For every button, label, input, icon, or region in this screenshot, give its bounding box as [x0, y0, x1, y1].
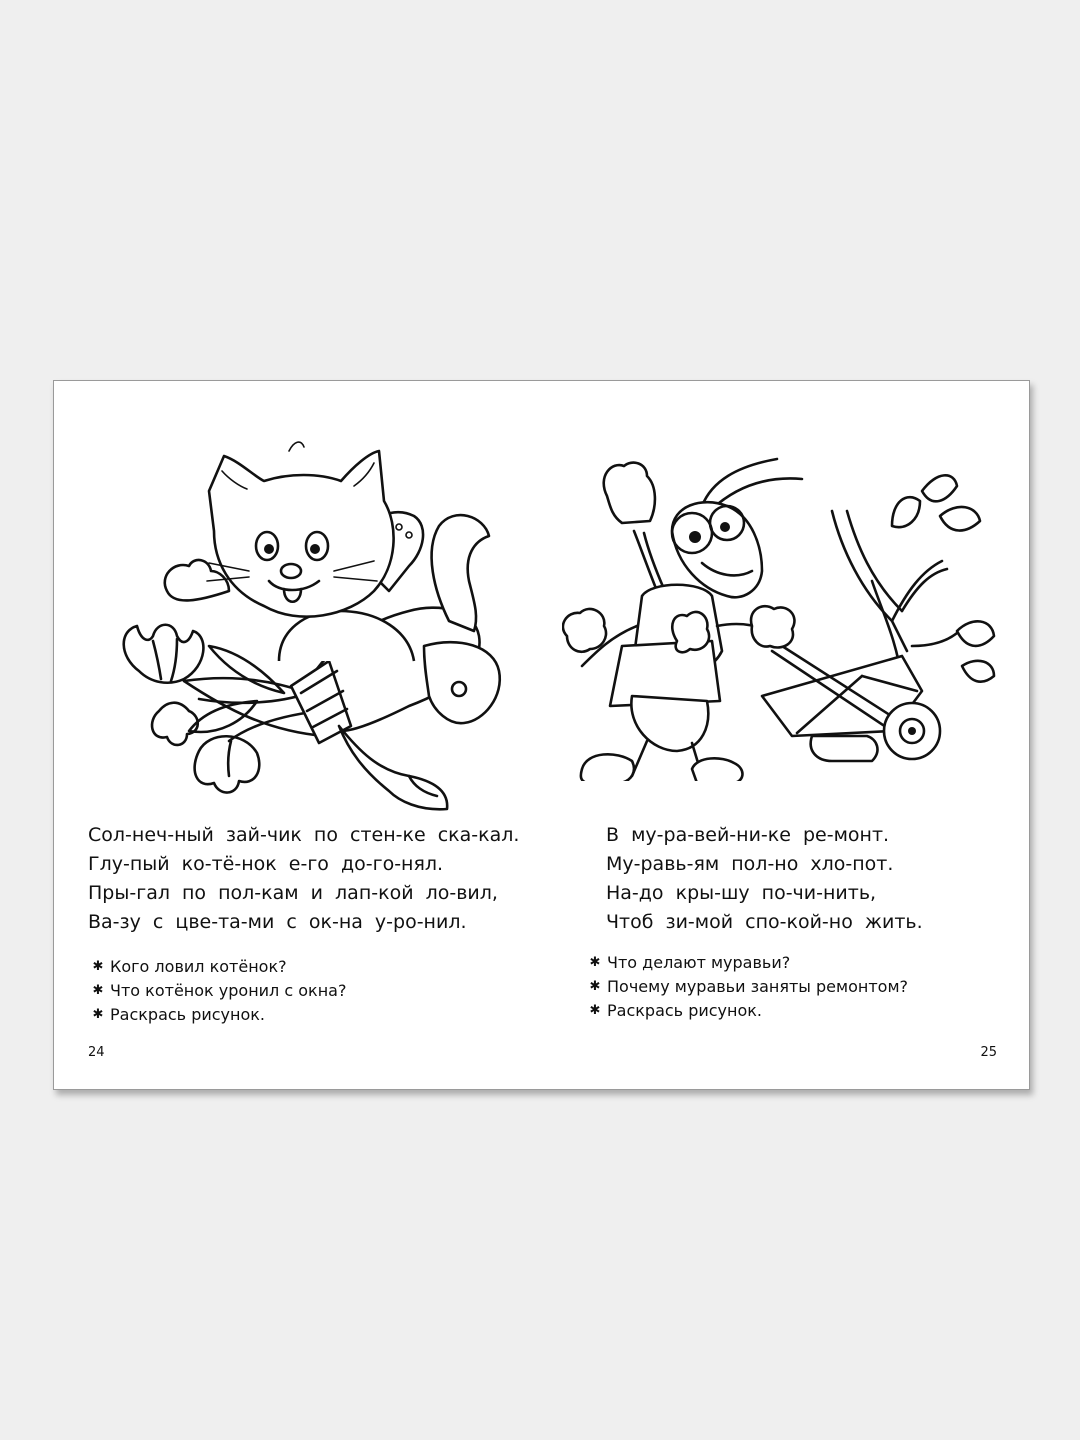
page-number-right: 25: [980, 1045, 997, 1060]
questions-left: [90, 955, 346, 1027]
branch-with-leaves: [832, 475, 994, 681]
flower-tulip: [124, 625, 204, 683]
poem-right: [606, 821, 923, 937]
question-item: [587, 951, 908, 975]
poem-line: Пры-гал по пол-кам и лап-кой ло-вил,: [88, 882, 498, 904]
cat-leg-bottom: [339, 726, 447, 809]
question-text: Раскрась рисунок.: [110, 1005, 266, 1024]
poem-line: В му-ра-вей-ни-ке ре-монт.: [606, 824, 890, 846]
wheelbarrow: [762, 646, 940, 761]
question-text: Кого ловил котёнок?: [110, 957, 287, 976]
poem-left: [88, 821, 519, 937]
left-page: [54, 381, 542, 1089]
poem-line: Му-равь-ям пол-но хло-пот.: [606, 853, 894, 875]
book-spread: [53, 380, 1030, 1090]
question-text: Что котёнок уронил с окна?: [110, 981, 347, 1000]
right-page: [542, 381, 1029, 1089]
flower-bell: [195, 736, 260, 792]
poem-line: Чтоб зи-мой спо-кой-но жить.: [606, 911, 923, 933]
ant-with-wheelbarrow-illustration: [562, 451, 1002, 781]
leaf: [209, 646, 284, 693]
star-bullet-icon: ✱: [92, 983, 104, 998]
page-number-left: 24: [88, 1045, 105, 1060]
star-bullet-icon: ✱: [589, 955, 601, 970]
poem-line: На-до кры-шу по-чи-нить,: [606, 882, 877, 904]
question-item: [90, 955, 346, 979]
question-item: [587, 975, 908, 999]
star-bullet-icon: ✱: [92, 959, 104, 974]
ant: [563, 459, 802, 781]
question-text: Почему муравьи заняты ремонтом?: [607, 977, 909, 996]
poem-line: Ва-зу с цве-та-ми с ок-на у-ро-нил.: [88, 911, 467, 933]
star-bullet-icon: ✱: [589, 1003, 601, 1018]
question-item: [90, 1003, 346, 1027]
question-text: Раскрась рисунок.: [607, 1001, 763, 1020]
stem-leaf: [184, 678, 309, 703]
poem-line: Глу-пый ко-тё-нок е-го до-го-нял.: [88, 853, 444, 875]
poem-line: Сол-неч-ный зай-чик по стен-ке ска-кал.: [88, 824, 520, 846]
question-text: Что делают муравьи?: [607, 953, 791, 972]
kitten-with-vase-illustration: [79, 431, 519, 811]
star-bullet-icon: ✱: [92, 1007, 104, 1022]
question-item: [587, 999, 908, 1023]
questions-right: [587, 951, 908, 1023]
star-bullet-icon: ✱: [589, 979, 601, 994]
flower-small: [152, 703, 198, 745]
question-item: [90, 979, 346, 1003]
